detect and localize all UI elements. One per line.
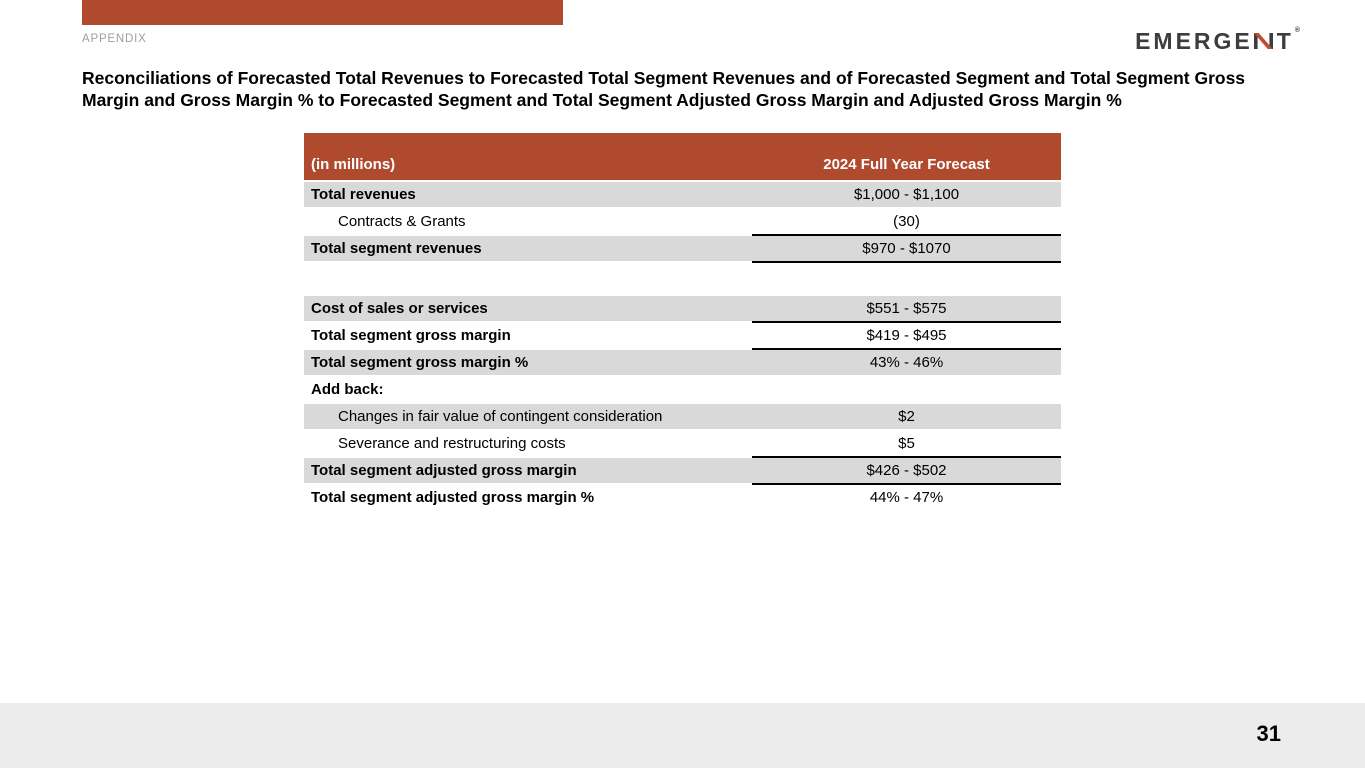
row-value: $970 - $1070 xyxy=(752,235,1061,262)
row-label: Total segment gross margin xyxy=(304,322,752,349)
row-value: 43% - 46% xyxy=(752,349,1061,376)
table-row xyxy=(304,181,1061,208)
table-row xyxy=(304,430,1061,457)
logo-n-icon xyxy=(1254,33,1273,50)
emergent-logo xyxy=(1135,28,1299,55)
table-row xyxy=(304,208,1061,235)
reconciliation-table xyxy=(304,133,1061,512)
logo-text-right: T xyxy=(1276,28,1294,54)
table-row xyxy=(304,403,1061,430)
table-spacer-row xyxy=(304,262,1061,295)
row-label: Add back: xyxy=(304,376,752,403)
row-label: Total revenues xyxy=(304,181,752,208)
slide-title: Reconciliations of Forecasted Total Revenues to Forecasted Total Segment Revenues and of Forecasted Segment and Total Segment Gross Margin and Gross Margin % to Forecasted Segment and Total Segment Adjusted Gross Margin and Adjusted Gross Margin % xyxy=(82,68,1246,110)
table-row xyxy=(304,235,1061,262)
table-row xyxy=(304,457,1061,484)
row-label: Total segment gross margin % xyxy=(304,349,752,376)
row-value: $426 - $502 xyxy=(752,457,1061,484)
row-value xyxy=(752,376,1061,403)
page-number: 31 xyxy=(1256,721,1281,746)
spacer-cell xyxy=(304,262,1061,295)
row-label: Severance and restructuring costs xyxy=(304,430,752,457)
row-label: Total segment adjusted gross margin % xyxy=(304,484,752,511)
footer-bar xyxy=(0,703,1365,768)
row-label: Changes in fair value of contingent consideration xyxy=(304,403,752,430)
table-row xyxy=(304,376,1061,403)
row-value: $5 xyxy=(752,430,1061,457)
row-value: $419 - $495 xyxy=(752,322,1061,349)
appendix-label: APPENDIX xyxy=(82,33,147,45)
row-value: 44% - 47% xyxy=(752,484,1061,511)
row-label: Total segment adjusted gross margin xyxy=(304,457,752,484)
row-value: $551 - $575 xyxy=(752,295,1061,322)
logo-trademark-mark: ® xyxy=(1294,27,1300,34)
logo-text-left: EMERGE xyxy=(1135,28,1253,54)
row-value: (30) xyxy=(752,208,1061,235)
row-label: Total segment revenues xyxy=(304,235,752,262)
table-row xyxy=(304,295,1061,322)
table-header-in-millions: (in millions) xyxy=(304,133,752,181)
table-row xyxy=(304,484,1061,511)
table-row xyxy=(304,349,1061,376)
table-header-row xyxy=(304,133,1061,181)
row-label: Cost of sales or services xyxy=(304,295,752,322)
accent-bar xyxy=(82,0,563,25)
row-value: $2 xyxy=(752,403,1061,430)
row-label: Contracts & Grants xyxy=(304,208,752,235)
table-row xyxy=(304,322,1061,349)
table-body xyxy=(304,181,1061,511)
row-value: $1,000 - $1,100 xyxy=(752,181,1061,208)
table-header-forecast: 2024 Full Year Forecast xyxy=(752,133,1061,181)
